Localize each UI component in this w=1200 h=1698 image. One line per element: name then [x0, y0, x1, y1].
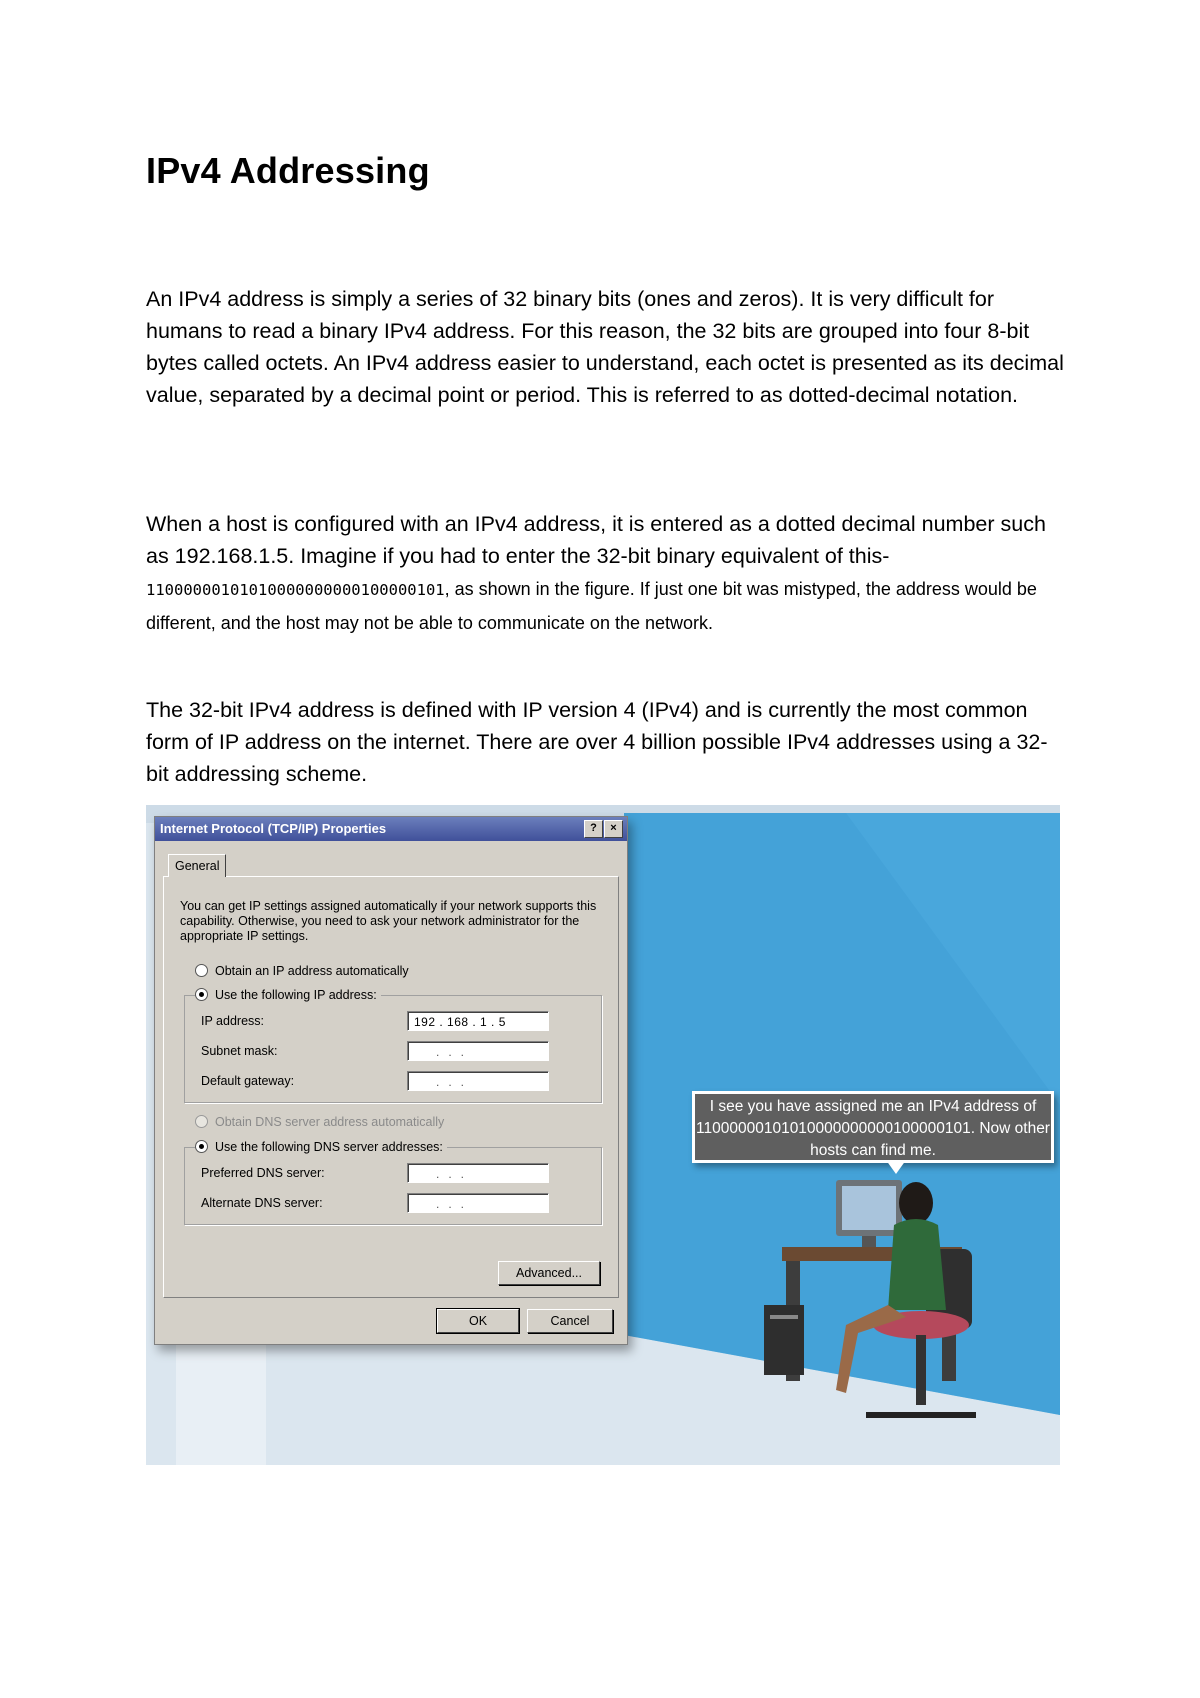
radio-off-icon	[195, 964, 208, 977]
figure-ip-configuration	[146, 805, 1060, 1465]
close-button[interactable]: ×	[604, 820, 623, 838]
dialog-titlebar	[155, 817, 627, 841]
paragraph-ipv4-scope: The 32-bit IPv4 address is defined with IP version 4 (IPv4) and is currently the most common form of IP address on the internet. There are over 4 billion possible IPv4 addresses using a 32-bit addressing scheme.	[146, 698, 1048, 786]
subnet-mask-input[interactable]: ...	[407, 1041, 549, 1061]
cancel-button[interactable]: Cancel	[527, 1309, 613, 1333]
radio-obtain-ip-automatically[interactable]	[195, 962, 409, 980]
advanced-button[interactable]: Advanced...	[498, 1261, 600, 1285]
alternate-dns-input[interactable]: ...	[407, 1193, 549, 1213]
radio-obtain-dns-label: Obtain DNS server address automatically	[215, 1115, 445, 1129]
dialog-title: Internet Protocol (TCP/IP) Properties	[160, 821, 387, 836]
tab-general[interactable]: General	[168, 854, 226, 877]
default-gateway-input[interactable]: ...	[407, 1071, 549, 1091]
paragraph-octets: An IPv4 address is simply a series of 32 binary bits (ones and zeros). It is very difficult for humans to read a binary IPv4 address. For this reason, the 32 bits are grouped into four 8-bit bytes called octets. An IPv4 address easier to understand, each octet is presented as its decimal value, separated by a decimal point or period. This is referred to as dotted-decimal notation.	[146, 287, 1064, 407]
paragraph-dotted-decimal-intro: When a host is configured with an IPv4 address, it is entered as a dotted decimal number such as 192.168.1.5. Imagine if you had to enter the 32-bit binary equivalent of this-	[146, 512, 1046, 568]
radio-use-dns-label: Use the following DNS server addresses:	[215, 1140, 443, 1154]
alternate-dns-label: Alternate DNS server:	[201, 1196, 323, 1210]
tower-drive	[770, 1315, 798, 1319]
radio-obtain-ip-label: Obtain an IP address automatically	[215, 964, 409, 978]
ok-button[interactable]: OK	[437, 1309, 519, 1333]
preferred-dns-input[interactable]: ...	[407, 1163, 549, 1183]
backdrop-pillar	[176, 1325, 266, 1465]
dialog-intro-text: You can get IP settings assigned automatically if your network supports this capability. Otherwise, you need to ask your network administrator for the appropriate IP settings.	[180, 899, 597, 943]
radio-use-following-ip[interactable]	[195, 986, 381, 1004]
radio-use-ip-label: Use the following IP address:	[215, 988, 377, 1002]
person-head	[899, 1182, 933, 1224]
tcpip-properties-dialog	[154, 816, 628, 1345]
paragraph-dotted-decimal	[146, 508, 1066, 639]
radio-on-icon	[195, 1140, 208, 1153]
paragraph-dotted-decimal-rest: , as shown in the figure. If just one bit was mistyped, the address would be different, and the host may not be able to communicate on the network.	[146, 579, 1037, 633]
radio-disabled-icon	[195, 1115, 208, 1128]
ip-address-label: IP address:	[201, 1014, 265, 1028]
person-torso	[888, 1219, 946, 1310]
help-button[interactable]: ?	[584, 820, 603, 838]
chair-post	[916, 1335, 926, 1405]
dns-server-group	[184, 1147, 602, 1225]
binary-address: 11000000101010000000000100000101	[146, 581, 445, 599]
ip-address-input[interactable]: 192 . 168 . 1 . 5	[407, 1011, 549, 1031]
subnet-mask-label: Subnet mask:	[201, 1044, 278, 1058]
page-title: IPv4 Addressing	[146, 150, 430, 191]
radio-on-icon	[195, 988, 208, 1001]
preferred-dns-label: Preferred DNS server:	[201, 1166, 325, 1180]
radio-obtain-dns-automatically[interactable]	[195, 1113, 444, 1131]
speech-bubble: I see you have assigned me an IPv4 address of 11000000101010000000000100000101. Now other hosts can find me.	[692, 1091, 1054, 1163]
monitor-screen	[842, 1186, 896, 1230]
monitor-stand	[862, 1236, 876, 1247]
default-gateway-label: Default gateway:	[201, 1074, 295, 1088]
speech-bubble-tail	[886, 1160, 906, 1174]
radio-use-following-dns[interactable]	[195, 1138, 447, 1156]
